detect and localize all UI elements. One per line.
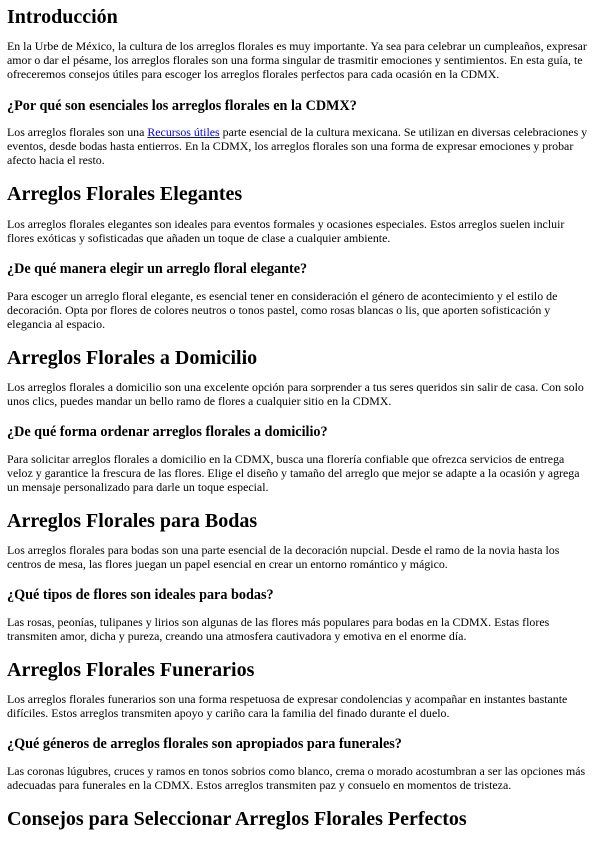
section-title-bodas: Arreglos Florales para Bodas (7, 510, 258, 532)
section-title-funerarios: Arreglos Florales Funerarios (7, 659, 255, 681)
intro-sub-paragraph-end: parte esencial de la cultura mexicana. Se utilizan en diversas celebraciones y eventos, desde bodas hasta entierros. En la CDMX, los arreglos florales son una forma de expresar emociones y probar afecto hacia el resto. (7, 125, 588, 167)
intro-paragraph: En la Urbe de México, la cultura de los arreglos florales es muy importante. Ya sea para celebrar un cumpleaños, expresar amor o dar el pésame, los arreglos florales son una forma singular de trasmitir emociones y sentimientos. En esta guía, te ofreceremos consejos útiles para escoger los arreglos florales perfectos para cada ocasión en la CDMX. (7, 39, 587, 81)
subsection-title-elegantes: ¿De qué manera elegir un arreglo floral elegante? (7, 261, 308, 277)
subsection-title-domicilio: ¿De qué forma ordenar arreglos florales a domicilio? (7, 424, 328, 440)
elegantes-sub-paragraph: Para escoger un arreglo floral elegante, es esencial tener en consideración el género de acontecimiento y el estilo de decoración. Opta por flores de colores neutros o tonos pastel, como rosas blancas o lis, que aporten sofisticación y elegancia al espacio. (7, 289, 558, 331)
intro-sub-paragraph-start: Los arreglos florales son una (7, 125, 148, 139)
funerarios-paragraph: Los arreglos florales funerarios son una forma respetuosa de expresar condolencias y acompañar en instantes bastante difíciles. Estos arreglos transmiten apoyo y cariño cara la familia del finado durante el duelo. (7, 692, 568, 720)
subsection-title-intro: ¿Por qué son esenciales los arreglos florales en la CDMX? (7, 98, 357, 114)
elegantes-paragraph: Los arreglos florales elegantes son ideales para eventos formales y ocasiones especiales. Estos arreglos suelen incluir flores exóticas y sofisticadas que añaden un toque de clase a cualquier ambiente. (7, 217, 565, 245)
recursos-utiles-link[interactable]: Recursos útiles (147, 125, 220, 139)
domicilio-sub-paragraph: Para solicitar arreglos florales a domicilio en la CDMX, busca una florería confiable que ofrezca servicios de entrega veloz y garantice la frescura de las flores. Elige el diseño y tamaño del arreglo que mejor se adapte a la ocasión y agrega un mensaje personalizado para darle un toque especial. (7, 452, 580, 494)
bodas-sub-paragraph: Las rosas, peonías, tulipanes y lirios son algunas de las flores más populares para bodas en la CDMX. Estas flores transmiten amor, dicha y pureza, creando una atmosfera cautivadora y emotiva en el enorme día. (7, 615, 550, 643)
subsection-title-bodas: ¿Qué tipos de flores son ideales para bodas? (7, 587, 274, 603)
subsection-title-funerarios: ¿Qué géneros de arreglos florales son apropiados para funerales? (7, 736, 402, 752)
section-title-consejos: Consejos para Seleccionar Arreglos Florales Perfectos (7, 808, 467, 830)
section-title-intro: Introducción (7, 6, 118, 28)
domicilio-paragraph: Los arreglos florales a domicilio son una excelente opción para sorprender a tus seres queridos sin salir de casa. Con solo unos clics, puedes mandar un bello ramo de flores a cualquier sitio en la CDMX. (7, 380, 584, 408)
section-title-domicilio: Arreglos Florales a Domicilio (7, 347, 258, 369)
bodas-paragraph: Los arreglos florales para bodas son una parte esencial de la decoración nupcial. Desde el ramo de la novia hasta los centros de mesa, las flores juegan un papel esencial en crear un entorno romántico y mágico. (7, 543, 560, 571)
intro-sub-paragraph (7, 126, 593, 168)
section-title-elegantes: Arreglos Florales Elegantes (7, 183, 243, 205)
funerarios-sub-paragraph: Las coronas lúgubres, cruces y ramos en tonos sobrios como blanco, crema o morado acostumbran a ser las opciones más adecuadas para funerales en la CDMX. Estos arreglos transmiten paz y consuelo en momentos de tristeza. (7, 764, 586, 792)
